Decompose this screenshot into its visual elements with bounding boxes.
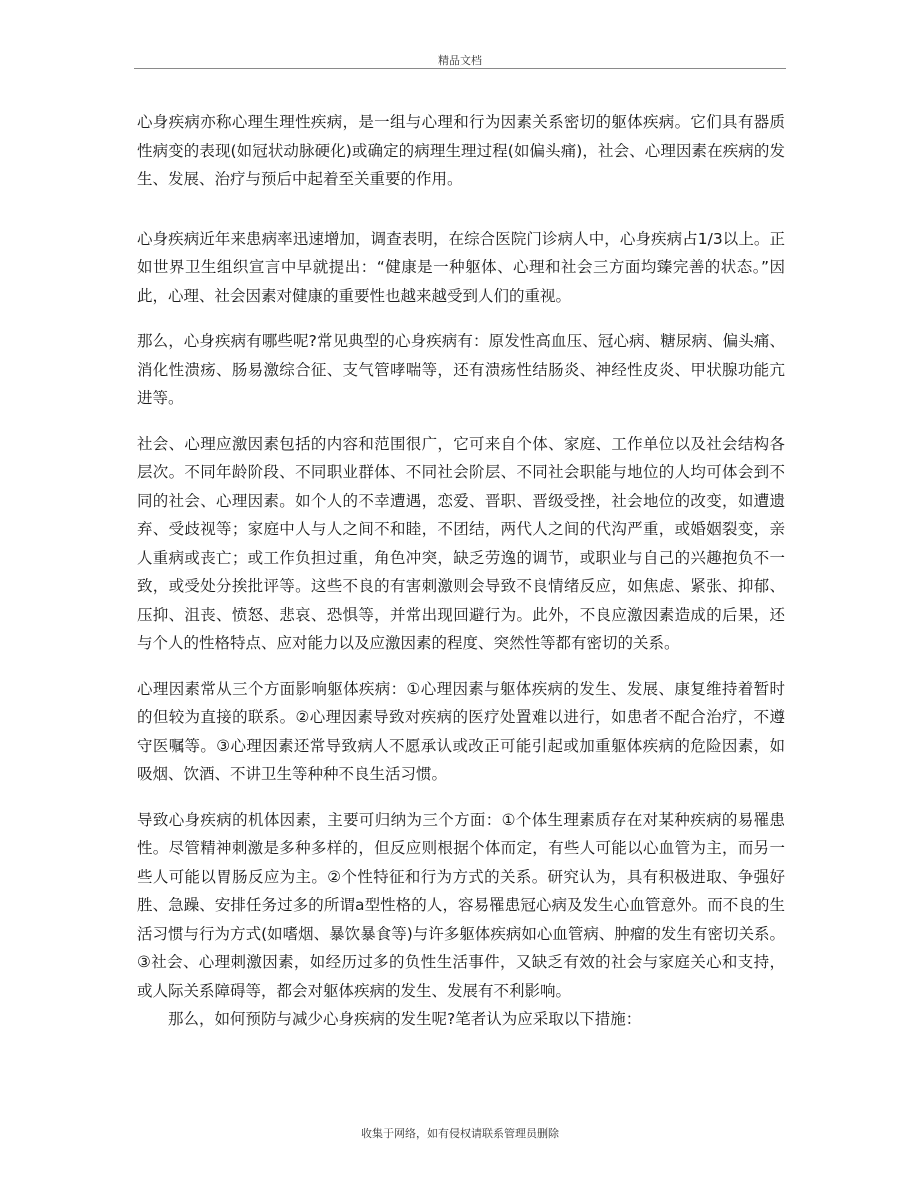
paragraph-prevention-intro: 那么，如何预防与减少心身疾病的发生呢?笔者认为应采取以下措施： — [168, 1010, 642, 1028]
header-divider — [134, 68, 786, 69]
paragraph-common-diseases: 那么，心身疾病有哪些呢?常见典型的心身疾病有：原发性高血压、冠心病、糖尿病、偏头痛、消化性溃疡、肠易激综合征、支气管哮喘等，还有溃疡性结肠炎、神经性皮炎、甲状腺功能亢进等。 — [137, 332, 785, 407]
page-header: 精品文档 — [438, 54, 482, 67]
paragraph-psychological-factors: 心理因素常从三个方面影响躯体疾病：①心理因素与躯体疾病的发生、发展、康复维持着暂时的但较为直接的联系。②心理因素导致对疾病的医疗处置难以进行，如患者不配合治疗，不遵守医嘱等。③心理因素还常导致病人不愿承认或改正可能引起或加重躯体疾病的危险因素，如吸烟、饮酒、不讲卫生等种种不良生活习惯。 — [137, 679, 785, 783]
paragraph-definition: 心身疾病亦称心理生理性疾病，是一组与心理和行为因素关系密切的躯体疾病。它们具有器质性病变的表现(如冠状动脉硬化)或确定的病理生理过程(如偏头痛)，社会、心理因素在疾病的发生、发展、治疗与预后中起着至关重要的作用。 — [137, 113, 785, 188]
paragraph-stress-factors: 社会、心理应激因素包括的内容和范围很广，它可来自个体、家庭、工作单位以及社会结构各层次。不同年龄阶段、不同职业群体、不同社会阶层、不同社会职能与地位的人均可体会到不同的社会、心理因素。如个人的不幸遭遇，恋爱、晋职、晋级受挫，社会地位的改变，如遭遗弃、受歧视等；家庭中人与人之间不和睦，不团结，两代人之间的代沟严重，或婚姻裂变，亲人重病或丧亡；或工作负担过重，角色冲突，缺乏劳逸的调节，或职业与自己的兴趣抱负不一致，或受处分挨批评等。这些不良的有害刺激则会导致不良情绪反应，如焦虑、紧张、抑郁、压抑、沮丧、愤怒、悲哀、恐惧等，并常出现回避行为。此外，不良应激因素造成的后果，还与个人的性格特点、应对能力以及应激因素的程度、突然性等都有密切的关系。 — [137, 434, 785, 652]
paragraph-prevalence: 心身疾病近年来患病率迅速增加，调查表明，在综合医院门诊病人中，心身疾病占1/3以上。正如世界卫生组织宣言中早就提出：“健康是一种躯体、心理和社会三方面均臻完善的状态。”因此，心理、社会因素对健康的重要性也越来越受到人们的重视。 — [137, 229, 785, 305]
page-footer: 收集于网络，如有侵权请联系管理员删除 — [361, 1127, 559, 1140]
paragraph-body-factors: 导致心身疾病的机体因素，主要可归纳为三个方面：①个体生理素质存在对某种疾病的易罹患性。尽管精神刺激是多种多样的，但反应则根据个体而定，有些人可能以心血管为主，而另一些人可能以胃肠反应为主。②个性特征和行为方式的关系。研究认为，具有积极进取、争强好胜、急躁、安排任务过多的所谓a型性格的人，容易罹患冠心病及发生心血管意外。而不良的生活习惯与行为方式(如嗜烟、暴饮暴食等)与许多躯体疾病如心血管病、肿瘤的发生有密切关系。③社会、心理刺激因素，如经历过多的负性生活事件，又缺乏有效的社会与家庭关心和支持，或人际关系障碍等，都会对躯体疾病的发生、发展有不利影响。 — [137, 810, 785, 1000]
document-body — [137, 108, 785, 1034]
